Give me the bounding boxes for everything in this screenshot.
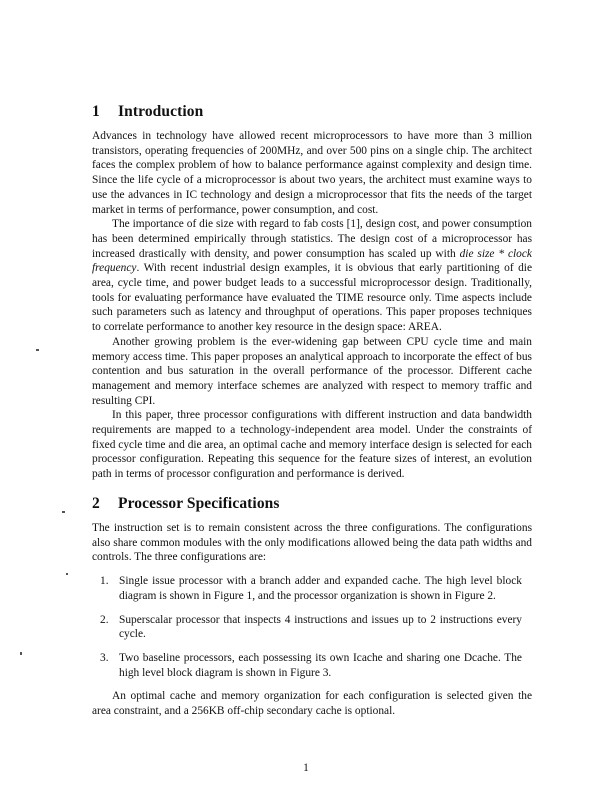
list-item-number: 2. <box>100 613 109 626</box>
section-2-number: 2 <box>92 495 100 512</box>
list-item-number: 1. <box>100 575 109 588</box>
list-item <box>92 651 532 680</box>
intro-paragraph-2-part-a: The importance of die size with regard to fab costs [1], design cost, and power consumption has been determined empirically through statistics. The design cost of a microprocessor has increased drastically with density, and power consumption has scaled up with <box>92 218 532 260</box>
section-2-heading <box>92 495 532 513</box>
list-item-number: 3. <box>100 651 109 664</box>
list-item <box>92 574 532 603</box>
list-item-text: Two baseline processors, each possessing its own Icache and sharing one Dcache. The high level block diagram is shown in Figure 3. <box>119 651 522 679</box>
intro-paragraph-2-part-b: . With recent industrial design examples, it is obvious that early partitioning of die area, cycle time, and power budget leads to a successful microprocessor design. Traditionally, tools for evaluating performance have evaluated the TIME resource only. Time aspects include such parameters such as latency and throughput of operations. This paper proposes techniques to correlate performance to another key resource in the design space: AREA. <box>92 262 532 334</box>
scan-speck <box>62 511 65 513</box>
intro-paragraph-3: Another growing problem is the ever-widening gap between CPU cycle time and main memory access time. This paper proposes an analytical approach to incorporate the effect of bus contention and bus saturation in the overall performance of the processor. Different cache management and memory interface schemes are analyzed with respect to memory traffic and resulting CPI. <box>92 335 532 407</box>
list-item <box>92 613 532 642</box>
intro-paragraph-2-emphasis: die size * clock frequency <box>92 247 532 275</box>
spec-paragraph-1: The instruction set is to remain consistent across the three configurations. The configurations also share common modules with the only modifications allowed being the data path widths and controls. The three configurations are: <box>92 522 532 564</box>
section-1-title: Introduction <box>118 103 204 120</box>
configuration-list <box>92 574 532 680</box>
intro-paragraph-1: Advances in technology have allowed recent microprocessors to have more than 3 million transistors, operating frequencies of 200MHz, and over 500 pins on a single chip. The architect faces the complex problem of how to balance performance against complexity and design time. Since the life cycle of a microprocessor is about two years, the architect must examine ways to use the advances in IC technology and design a microprocessor that fits the needs of the target market in terms of performance, power consumption, and cost. <box>92 130 532 216</box>
section-2-title: Processor Specifications <box>118 495 280 512</box>
section-1 <box>92 103 532 121</box>
scan-speck <box>66 573 68 575</box>
spec-paragraph-2: An optimal cache and memory organization for each configuration is selected given the area constraint, and a 256KB off-chip secondary cache is optional. <box>92 690 532 718</box>
section-1-body <box>92 129 532 482</box>
intro-paragraph-4: In this paper, three processor configurations with different instruction and data bandwidth requirements are mapped to a technology-independent area model. Under the constraints of fixed cycle time and die area, an optimal cache and memory interface design is selected for each processor configuration. Repeating this sequence for the feature sizes of interest, an evolution path in terms of processor configuration and performance is derived. <box>92 409 532 481</box>
section-2 <box>92 495 532 513</box>
section-1-number: 1 <box>92 103 100 120</box>
list-item-text: Superscalar processor that inspects 4 instructions and issues up to 2 instructions every cycle. <box>119 613 522 641</box>
scan-speck <box>36 349 39 351</box>
list-item-text: Single issue processor with a branch adder and expanded cache. The high level block diagram is shown in Figure 1, and the processor organization is shown in Figure 2. <box>119 575 522 602</box>
scan-speck <box>20 652 22 655</box>
section-2-body <box>92 521 532 719</box>
intro-paragraph-2 <box>92 217 532 335</box>
section-1-heading <box>92 103 532 121</box>
page-number: 1 <box>303 762 309 774</box>
